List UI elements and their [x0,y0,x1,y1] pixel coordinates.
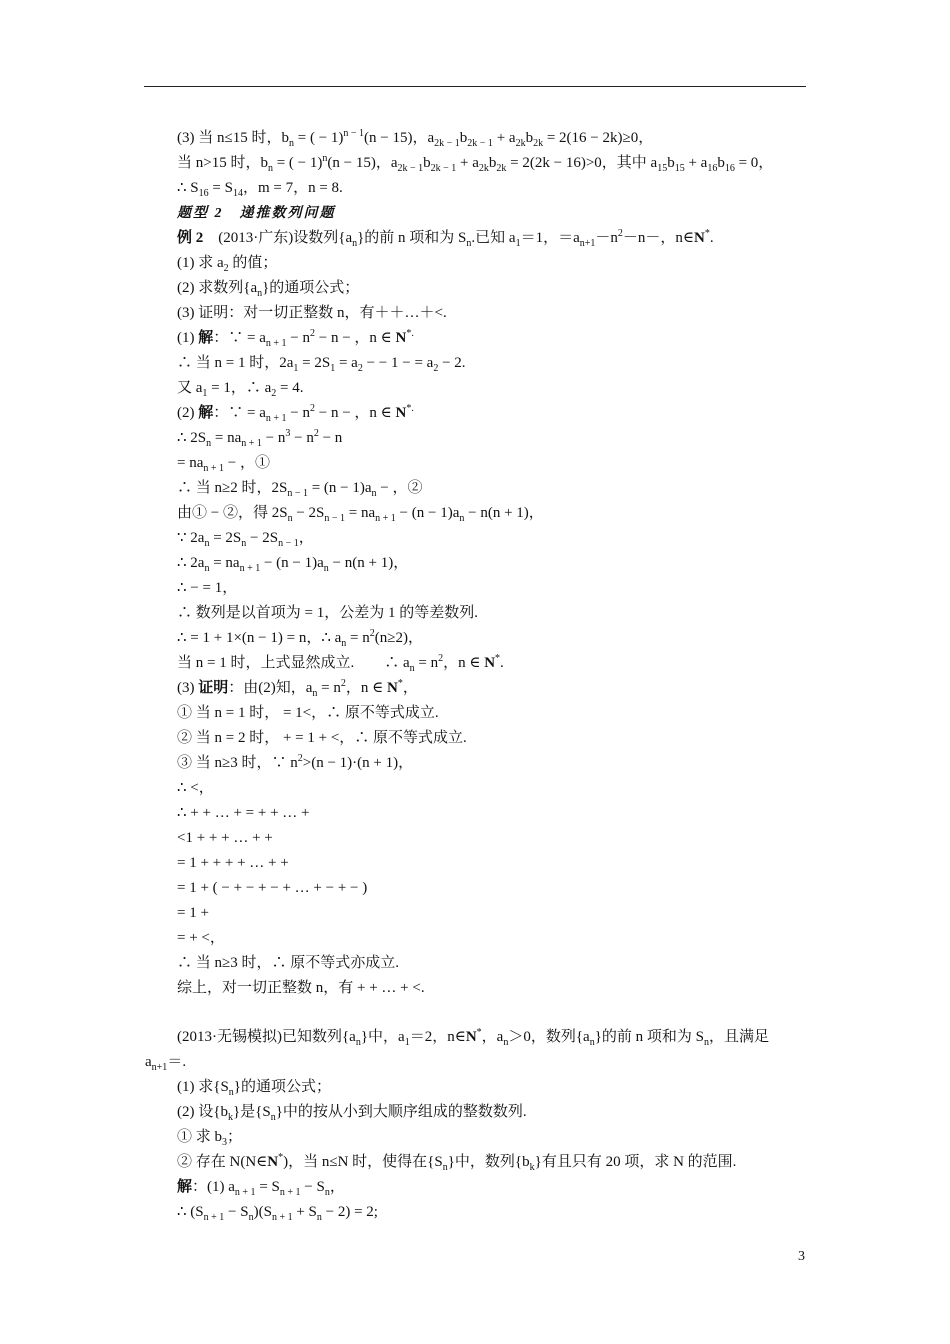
text-line-35: 综上，对一切正整数 n，有 + + … + <. [177,980,425,996]
text-line-26: ③ 当 n≥3 时，∵ $n^2>(n - 1)\cdot(n + 1)$， [177,753,414,771]
text-line-4: 题型 2 递推数列问题 [177,206,336,221]
text-line-9: (1) 解：∵ = $a_{n + 1} - n^2 - n$ − ，n ∈ N*. [177,328,414,349]
text-line-32: = 1 + [177,905,209,921]
text-line-31: = 1 + ( − + − + − + … + − + − ) [177,880,368,896]
text-line-6: (1) 求 $a_2$ 的值； [177,255,278,274]
page-number: 3 [798,1249,805,1264]
text-line-33: = + <， [177,930,225,946]
text-line-27: ∴ <， [177,780,214,796]
header-rule [144,86,806,87]
text-line-25: ② 当 n = 2 时， + = 1 + <，∴ 原不等式成立. [177,730,467,746]
text-line-8: (3) 证明：对一切正整数 n，有＋＋…＋<. [177,305,447,321]
text-line-41: ② 存在 N(N∈N*)，当 n≤N 时，使得在$\{S_n\}$中，数列$\{b_k\}$有且只有 20 项，求 N 的范围. [177,1152,737,1173]
text-line-21: ∴ = 1 + 1×(n − 1) = n，∴ $a_n = n^2(n\ge 2)$， [177,628,423,649]
text-line-7: (2) 求数列$\{a_n\}$的通项公式； [177,280,360,299]
text-line-43: ∴ $(S_{n + 1} - S_n)(S_{n + 1} + S_n - 2) = 2$; [177,1204,378,1223]
text-line-2: 当 n>15 时，$b_n$ = ( − 1)$^n$(n − 15)，$a_{2k - 1}b_{2k - 1} + a_{2k}b_{2k} = 2(2k - 16)>0$，其中 $a_{15}b_{15} + a_{16}b_{16} = 0$， [177,153,774,174]
text-line-28: ∴ + + … + = + + … + [177,805,310,821]
text-line-1: (3) 当 n≤15 时，$b_n$ = ( − 1)$^{n - 1}$(n − 15)，$a_{2k - 1}b_{2k - 1} + a_{2k}b_{2k} = 2(16 - 2k)\ge 0$， [177,128,654,149]
text-line-23: (3) 证明：由(2)知，$a_n = n^2$，n ∈ N*， [177,678,418,699]
text-line-29: <1 + + + … + + [177,830,273,846]
text-line-39: (2) 设$\{b_k\}$是$\{S_n\}$中的按从小到大顺序组成的整数数列. [177,1104,527,1123]
text-line-5: 例 2 (2013·广东)设数列$\{a_n\}$的前 n 项和为 $S_n$.已知 $a_1=1$，$=a_{n+1}-n^2-n-$，n∈N*. [177,228,714,249]
text-line-24: ① 当 n = 1 时， = 1<，∴ 原不等式成立. [177,705,439,721]
text-line-37: $a_{n+1}=$. [145,1054,187,1073]
text-line-20: ∴ 数列是以首项为 = 1，公差为 1 的等差数列. [177,605,478,621]
text-line-30: = 1 + + + + … + + [177,855,289,871]
text-line-14: = $na_{n + 1}$ − ，① [177,455,270,474]
text-line-19: ∴ − = 1， [177,580,238,596]
text-line-10: ∴ 当 n = 1 时，$2a_1 = 2S_1 = a_2$ − − 1 − = $a_2 - 2$. [177,355,466,374]
text-line-40: ① 求 $b_3$； [177,1129,243,1148]
text-line-3: ∴ $S_{16} = S_{14}$，m = 7，n = 8. [177,180,343,199]
text-line-22: 当 n = 1 时，上式显然成立. ∴ $a_n = n^2$，n ∈ N*. [177,653,504,674]
text-line-38: (1) 求$\{S_n\}$的通项公式； [177,1079,331,1098]
text-line-34: ∴ 当 n≥3 时，∴ 原不等式亦成立. [177,955,399,971]
text-line-18: ∴ $2a_n = na_{n + 1} - (n - 1)a_n - n(n + 1)$， [177,555,409,574]
text-line-42: 解：(1) $a_{n + 1} = S_{n + 1} - S_n$， [177,1179,345,1198]
text-line-16: 由① − ②，得 $2S_n - 2S_{n - 1} = na_{n + 1} - (n - 1)a_n - n(n + 1)$， [177,505,544,524]
text-line-36: (2013·无锡模拟)已知数列$\{a_n\}$中，$a_1=2$，n∈N*，$a_n>0$，数列$\{a_n\}$的前 n 项和为 $S_n$，且满足 [177,1027,769,1048]
text-line-11: 又 $a_1 = 1$，∴ $a_2 = 4$. [177,380,304,399]
text-line-15: ∴ 当 n≥2 时，$2S_{n - 1} = (n - 1)a_n$ − ，② [177,480,423,499]
text-line-12: (2) 解：∵ = $a_{n + 1} - n^2 - n$ − ，n ∈ N*. [177,403,414,424]
text-line-13: ∴ $2S_n = na_{n + 1} - n^3 - n^2 - n$ [177,428,343,449]
text-line-17: ∵ $2a_n = 2S_n - 2S_{n - 1}$， [177,530,314,549]
